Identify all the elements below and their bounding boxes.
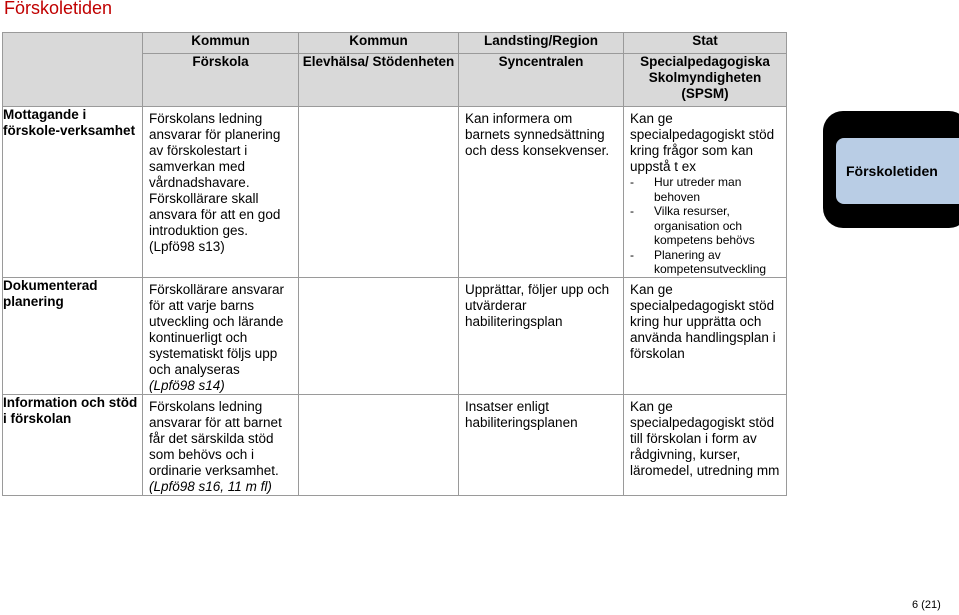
list-item: - Hur utreder man behoven [630, 175, 782, 204]
cell-text: Kan ge specialpedagogiskt stöd kring hur upprätta och använda handlingsplan i förskolan [630, 281, 776, 361]
citation: (Lpfö98 s16, 11 m fl) [149, 478, 272, 494]
org-header: Specialpedagogiska Skolmyndigheten (SPSM) [624, 54, 787, 107]
table-row [3, 394, 787, 495]
elevhalsa-cell [299, 394, 459, 495]
org-header: Förskola [143, 54, 299, 107]
forskola-cell [143, 394, 299, 495]
forskola-cell [143, 107, 299, 278]
cell-text: Förskollärare skall ansvara för att en god introduktion ges. [149, 191, 281, 238]
cell-text: Förskolans ledning ansvarar för att barnet får det särskilda stöd som behövs och i ordinarie verksamhet. [149, 398, 282, 478]
elevhalsa-cell [299, 277, 459, 394]
level-header-row [3, 33, 787, 54]
cell-text: Upprättar, följer upp och utvärderar habiliteringsplan [465, 281, 610, 329]
elevhalsa-cell [299, 107, 459, 278]
table-row [3, 107, 787, 278]
syncentral-cell [459, 394, 624, 495]
responsibility-table [2, 32, 787, 496]
document-title: Förskoletiden [4, 0, 113, 18]
section-badge [836, 138, 959, 204]
org-header: Elevhälsa/ Stödenheten [299, 54, 459, 107]
citation: (Lpfö98 s14) [149, 377, 225, 393]
spsm-cell [624, 107, 787, 278]
cell-text [299, 395, 458, 399]
forskola-cell [143, 277, 299, 394]
cell-text: Kan ge specialpedagogiskt stöd kring frågor som kan uppstå t ex [630, 111, 775, 174]
spsm-list [630, 175, 782, 277]
level-header: Landsting/Region [459, 33, 624, 54]
cell-text: Kan informera om barnets synnedsättning och dess konsekvenser. [465, 111, 610, 158]
syncentral-cell [459, 277, 624, 394]
cell-text [299, 107, 458, 111]
citation: (Lpfö98 s13) [149, 239, 225, 254]
cell-text: Kan ge specialpedagogiskt stöd till förskolan i form av rådgivning, kurser, läromedel, utredning mm [630, 398, 780, 478]
corner-cell [3, 33, 143, 107]
level-header: Stat [624, 33, 787, 54]
level-header: Kommun [143, 33, 299, 54]
spsm-cell [624, 277, 787, 394]
spsm-cell [624, 394, 787, 495]
org-header: Syncentralen [459, 54, 624, 107]
list-item: - Vilka resurser, organisation och kompetens behövs [630, 204, 782, 248]
row-label: Dokumenterad planering [3, 277, 143, 394]
cell-text: Förskolans ledning ansvarar för planering av förskolestart i samverkan med vårdnadshavare. [149, 111, 281, 190]
cell-text: Insatser enligt habiliteringsplanen [465, 398, 578, 430]
section-badge-label: Förskoletiden [846, 163, 938, 179]
cell-text [299, 278, 458, 282]
table-row [3, 277, 787, 394]
syncentral-cell [459, 107, 624, 278]
cell-text: Förskollärare ansvarar för att varje barns utveckling och lärande kontinuerligt och systematiskt följs upp och analyseras [149, 281, 285, 377]
page-number: 6 (21) [912, 599, 941, 611]
row-label: Information och stöd i förskolan [3, 394, 143, 495]
list-item: - Planering av kompetensutveckling [630, 248, 782, 277]
level-header: Kommun [299, 33, 459, 54]
row-label: Mottagande i förskole-verksamhet [3, 107, 143, 278]
